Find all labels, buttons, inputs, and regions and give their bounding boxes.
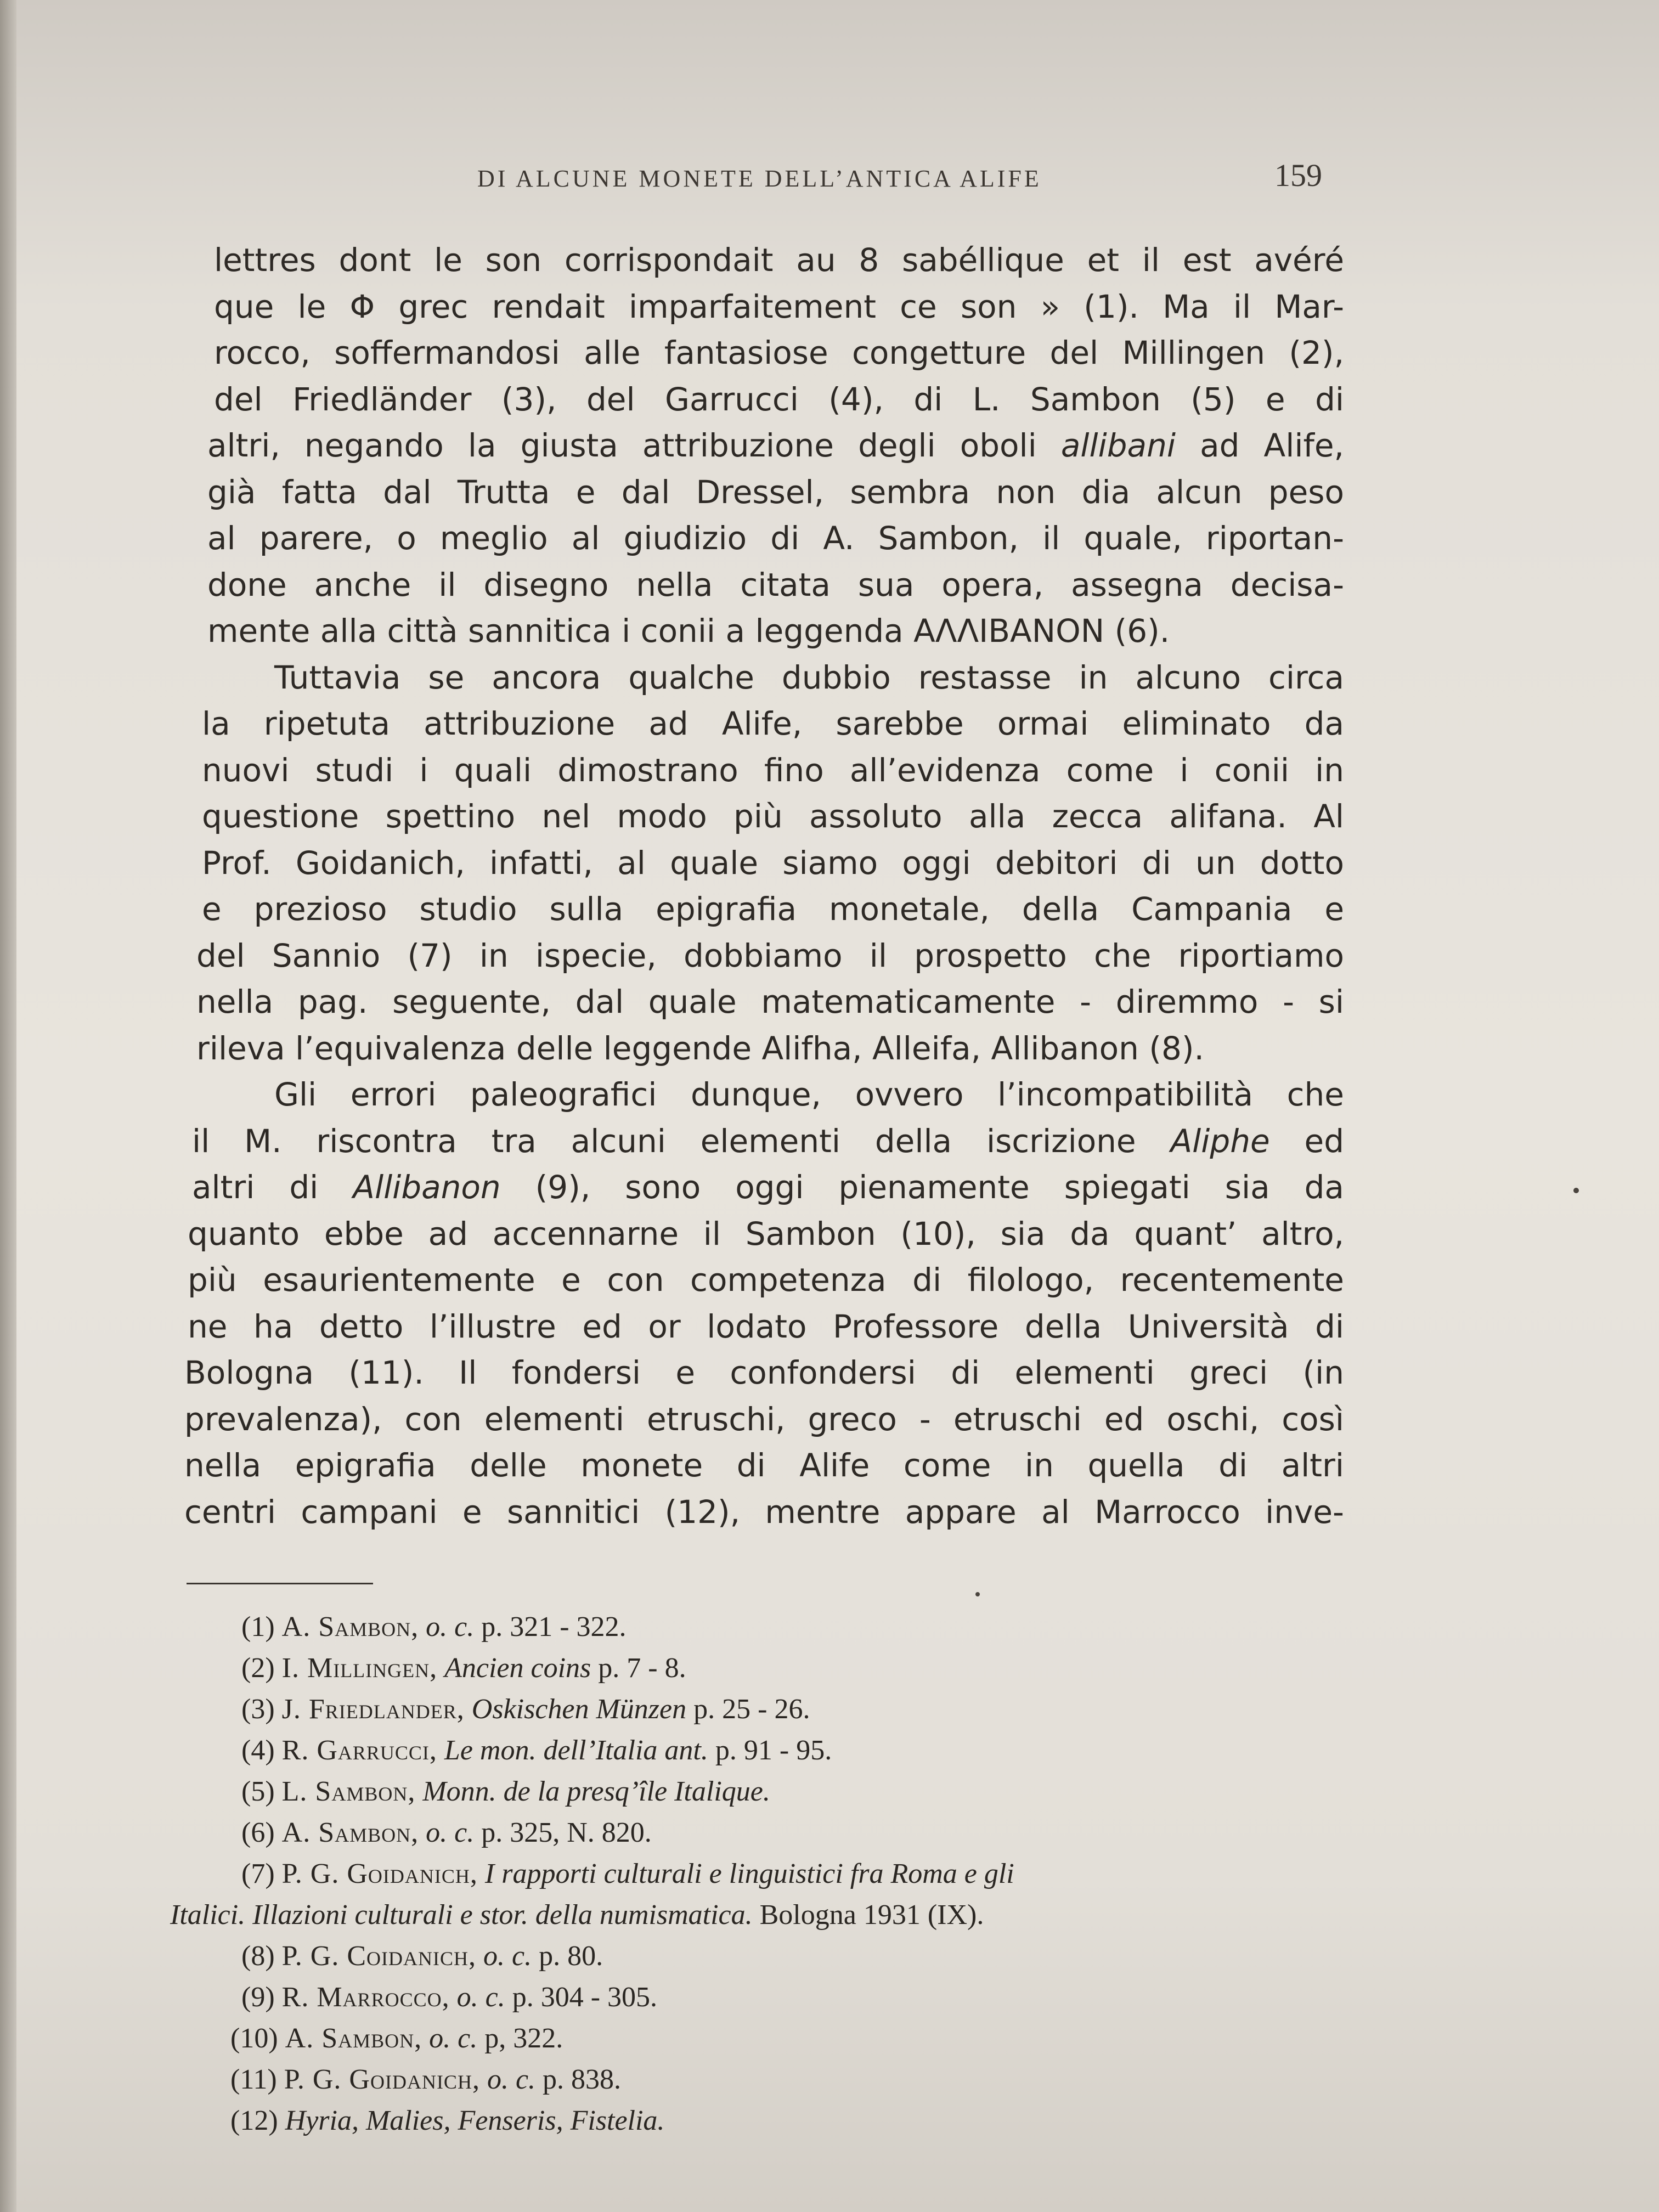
footnote	[170, 1853, 1355, 1894]
text-line: rileva l’equivalenza delle leggende Alifha, Alleifa, Allibanon (8).	[196, 1029, 1204, 1067]
footnote-author: P. G. Coidanich,	[281, 1940, 477, 1972]
footnote-author: A. Sambon,	[281, 1817, 419, 1848]
footnote-number: (9)	[241, 1982, 275, 2013]
footnote	[170, 1977, 1355, 2018]
text-line: nella pag. seguente, dal quale matematicamente - diremmo - si	[196, 983, 1344, 1020]
footnote	[170, 2100, 1355, 2141]
footnote-author: R. Garrucci,	[281, 1735, 437, 1766]
text-line: quanto ebbe ad accennarne il Sambon (10), sia da quant’ altro,	[188, 1215, 1344, 1252]
footnote-author: P. G. Goidanich,	[281, 1858, 478, 1889]
footnote-author: P. G. Goidanich,	[284, 2064, 480, 2095]
footnote-number: (3)	[241, 1694, 275, 1725]
footnote	[170, 1771, 1355, 1812]
footnote-pages: p. 321 - 322.	[481, 1611, 627, 1643]
paragraph-start-line: Gli errori paleografici dunque, ovvero l’incompatibilità che	[274, 1076, 1344, 1113]
footnote-number: (10)	[230, 2023, 278, 2054]
text-line: del Friedländer (3), del Garrucci (4), di L. Sambon (5) e di	[214, 380, 1344, 418]
page-number: 159	[1274, 157, 1322, 193]
footnote-continuation	[170, 1894, 1355, 1936]
body-text	[181, 237, 1344, 1535]
footnote-author: A. Sambon,	[285, 2023, 422, 2054]
footnote	[170, 1689, 1355, 1730]
text-line	[181, 1118, 1344, 1165]
footnote-pages: p, 322.	[484, 2023, 563, 2054]
footnote-pages: p. 7 - 8.	[598, 1652, 686, 1684]
footnote-number: (4)	[241, 1735, 275, 1766]
footnote	[170, 2059, 1355, 2100]
text-line: già fatta dal Trutta e dal Dressel, sembra non dia alcun peso	[207, 473, 1344, 511]
italic-word: allibani	[1060, 427, 1176, 464]
footnote-title: Monn. de la presq’île Italique.	[422, 1776, 770, 1807]
line-part: altri, negando la giusta attribuzione degli oboli	[207, 427, 1061, 464]
text-line: rocco, soffermandosi alle fantasiose congetture del Millingen (2),	[214, 334, 1344, 371]
text-line: nella epigrafia delle monete di Alife come in quella di altri	[184, 1447, 1344, 1484]
page-binding-edge	[0, 0, 16, 2212]
footnote	[170, 1936, 1355, 1977]
footnote-number: (5)	[241, 1776, 275, 1807]
footnote-title: o. c.	[487, 2064, 536, 2095]
text-line: Bologna (11). Il fondersi e confondersi di elementi greci (in	[184, 1354, 1344, 1391]
footnote	[170, 2018, 1355, 2059]
footnote-pages: p. 304 - 305.	[512, 1982, 658, 2013]
text-line: Prof. Goidanich, infatti, al quale siamo oggi debitori di un dotto	[202, 844, 1344, 882]
footnote-author: A. Sambon,	[281, 1611, 419, 1643]
text-line: al parere, o meglio al giudizio di A. Sambon, il quale, riportan-	[207, 520, 1344, 557]
text-line: mente alla città sannitica i conii a leggenda ΑΛΛΙΒΑΝΟΝ (6).	[207, 612, 1170, 650]
line-part: ad Alife,	[1175, 427, 1344, 464]
footnote-number: (11)	[230, 2064, 277, 2095]
page-header	[472, 157, 1328, 204]
footnote	[170, 1606, 1355, 1647]
footnote-author: L. Sambon,	[281, 1776, 416, 1807]
footnote-number: (2)	[241, 1652, 275, 1684]
footnote-author: I. Millingen,	[281, 1652, 438, 1684]
footnote-number: (12)	[230, 2105, 278, 2136]
text-line: centri campani e sannitici (12), mentre appare al Marrocco inve-	[184, 1493, 1344, 1531]
line-part: altri di	[192, 1169, 353, 1206]
footnote-number: (1)	[241, 1611, 275, 1643]
footnote-title: Italici. Illazioni culturali e stor. della numismatica.	[170, 1899, 753, 1931]
footnote-author: J. Friedlander,	[281, 1694, 465, 1725]
footnote	[170, 1647, 1355, 1689]
text-line: done anche il disegno nella citata sua opera, assegna decisa-	[207, 566, 1344, 603]
footnote	[170, 1730, 1355, 1771]
text-line: più esaurientemente e con competenza di filologo, recentemente	[188, 1261, 1344, 1299]
ink-speck	[975, 1592, 980, 1596]
italic-word: Allibanon	[353, 1169, 501, 1206]
ink-speck	[1573, 1188, 1579, 1193]
text-line: e prezioso studio sulla epigrafia monetale, della Campania e	[202, 890, 1344, 928]
text-line	[181, 422, 1344, 469]
line-part: il M. riscontra tra alcuni elementi della iscrizione	[192, 1122, 1171, 1160]
text-line: la ripetuta attribuzione ad Alife, sarebbe ormai eliminato da	[202, 705, 1344, 742]
footnote-title: o. c.	[426, 1611, 475, 1643]
footnote-separator	[187, 1583, 373, 1584]
footnote-title: Oskischen Münzen	[471, 1694, 687, 1725]
footnote-title: o. c.	[456, 1982, 505, 2013]
footnote-number: (6)	[241, 1817, 275, 1848]
text-line: del Sannio (7) in ispecie, dobbiamo il prospetto che riportiamo	[196, 936, 1344, 974]
footnote-title: Ancien coins	[444, 1652, 591, 1684]
footnote-author: R. Marrocco,	[281, 1982, 450, 2013]
footnote-pages: Bologna 1931 (IX).	[759, 1899, 984, 1931]
text-line: prevalenza), con elementi etruschi, greco - etruschi ed oschi, così	[184, 1400, 1344, 1438]
running-head: DI ALCUNE MONETE DELL’ANTICA ALIFE	[477, 165, 1042, 192]
footnote-number: (7)	[241, 1858, 275, 1889]
paragraph-start-line: Tuttavia se ancora qualche dubbio restasse in alcuno circa	[274, 658, 1344, 696]
footnote-pages: p. 838.	[543, 2064, 622, 2095]
footnote-title: Le mon. dell’Italia ant.	[444, 1735, 708, 1766]
footnote-pages: p. 80.	[539, 1940, 603, 1972]
text-line: que le Φ grec rendait imparfaitement ce son » (1). Ma il Mar-	[214, 287, 1344, 325]
footnote-title: o. c.	[429, 2023, 478, 2054]
footnotes	[170, 1606, 1355, 2141]
text-line: lettres dont le son corrispondait au 8 sabéllique et il est avéré	[214, 241, 1344, 279]
footnote-title: Hyria, Malies, Fenseris, Fistelia.	[285, 2105, 665, 2136]
footnote-title: o. c.	[483, 1940, 532, 1972]
text-line: ne ha detto l’illustre ed or lodato Professore della Università di	[188, 1307, 1344, 1345]
text-line: questione spettino nel modo più assoluto alla zecca alifana. Al	[202, 798, 1344, 835]
footnote-pages: p. 91 - 95.	[715, 1735, 832, 1766]
text-line	[181, 1164, 1344, 1211]
footnote	[170, 1812, 1355, 1853]
footnote-number: (8)	[241, 1940, 275, 1972]
footnote-title: o. c.	[426, 1817, 475, 1848]
italic-word: Aliphe	[1170, 1122, 1270, 1160]
footnote-pages: p. 25 - 26.	[693, 1694, 810, 1725]
line-part: (9), sono oggi pienamente spiegati sia da	[500, 1169, 1344, 1206]
text-line: nuovi studi i quali dimostrano fino all’evidenza come i conii in	[202, 751, 1344, 789]
footnote-title: I rapporti culturali e linguistici fra Roma e gli	[484, 1858, 1014, 1889]
footnote-pages: p. 325, N. 820.	[481, 1817, 652, 1848]
line-part: ed	[1269, 1122, 1345, 1160]
